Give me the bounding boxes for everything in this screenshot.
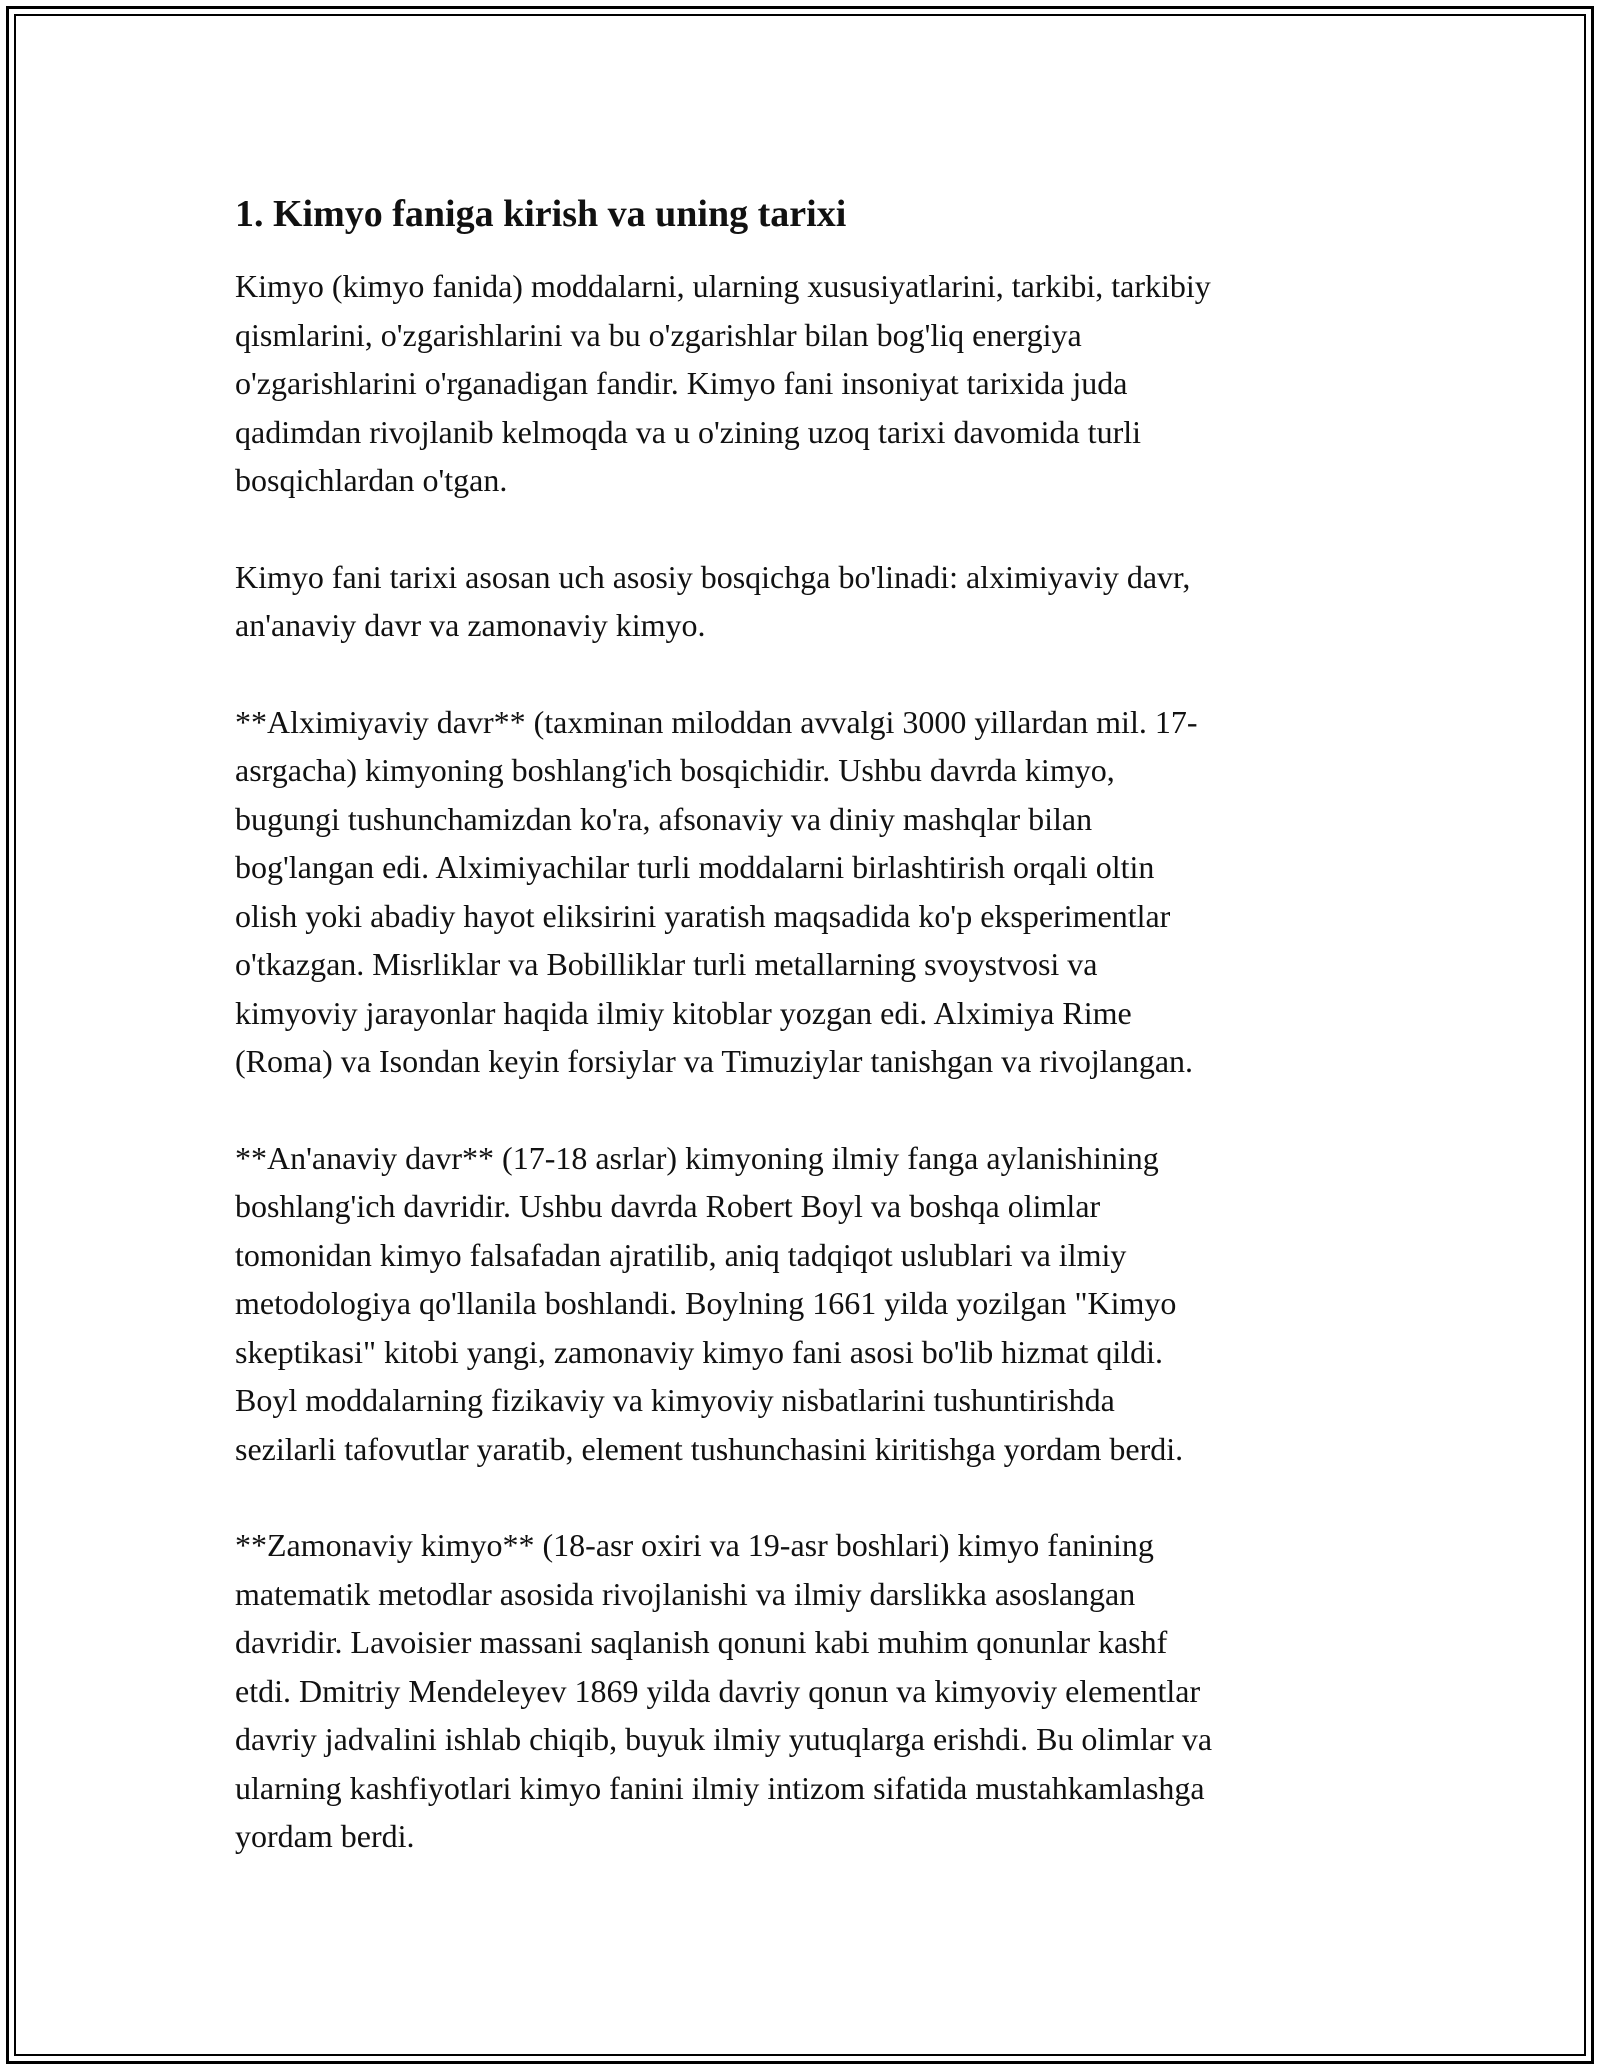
paragraph-modern-chemistry: **Zamonaviy kimyo** (18-asr oxiri va 19-asr boshlari) kimyo fanining matematik metodlar asosida rivojlanishi va ilmiy darslikka asoslangan davridir. Lavoisier massani saqlanish qonuni kabi muhim qonunlar kashf etdi. Dmitriy Mendeleyev 1869 yilda davriy qonun va kimyoviy elementlar davriy jadvalini ishlab chiqib, buyuk ilmiy yutuqlarga erishdi. Bu olimlar va ularning kashfiyotlari kimyo fanini ilmiy intizom sifatida mustahkamlashga yordam berdi. (235, 1527, 1213, 1854)
paragraph-intro: Kimyo (kimyo fanida) moddalarni, ularning xususiyatlarini, tarkibi, tarkibiy qismlarini, o'zgarishlarini va bu o'zgarishlar bilan bog'liq energiya o'zgarishlarini o'rganadigan fandir. Kimyo fani insoniyat tarixida juda qadimdan rivojlanib kelmoqda va u o'zining uzoq tarixi davomida turli bosqichlardan o'tgan. (235, 268, 1211, 498)
paragraph-periods-overview: Kimyo fani tarixi asosan uch asosiy bosqichga bo'linadi: alximiyaviy davr, an'anaviy davr va zamonaviy kimyo. (235, 558, 1191, 643)
section-heading: 1. Kimyo faniga kirish va uning tarixi (235, 193, 847, 235)
document-body (235, 188, 1365, 1909)
paragraph-alchemy-period: **Alximiyaviy davr** (taxminan miloddan avvalgi 3000 yillardan mil. 17- asrgacha) kimyoning boshlang'ich bosqichidir. Ushbu davrda kimyo, bugungi tushunchamizdan ko'ra, afsonaviy va diniy mashqlar bilan bog'langan edi. Alximiyachilar turli moddalarni birlashtirish orqali oltin olish yoki abadiy hayot eliksirini yaratish maqsadida ko'p eksperimentlar o'tkazgan. Misrliklar va Bobilliklar turli metallarning svoystvosi va kimyoviy jarayonlar haqida ilmiy kitoblar yozgan edi. Alximiya Rime (Roma) va Isondan keyin forsiylar va Timuziylar tanishgan va rivojlangan. (235, 703, 1198, 1079)
paragraph-traditional-period: **An'anaviy davr** (17-18 asrlar) kimyoning ilmiy fanga aylanishining boshlang'ich davridir. Ushbu davrda Robert Boyl va boshqa olimlar tomonidan kimyo falsafadan ajratilib, aniq tadqiqot uslublari va ilmiy metodologiya qo'llanila boshlandi. Boylning 1661 yilda yozilgan "Kimyo skeptikasi" kitobi yangi, zamonaviy kimyo fani asosi bo'lib hizmat qildi. Boyl moddalarning fizikaviy va kimyoviy nisbatlarini tushuntirishda sezilarli tafovutlar yaratib, element tushunchasini kiritishga yordam berdi. (235, 1139, 1184, 1467)
